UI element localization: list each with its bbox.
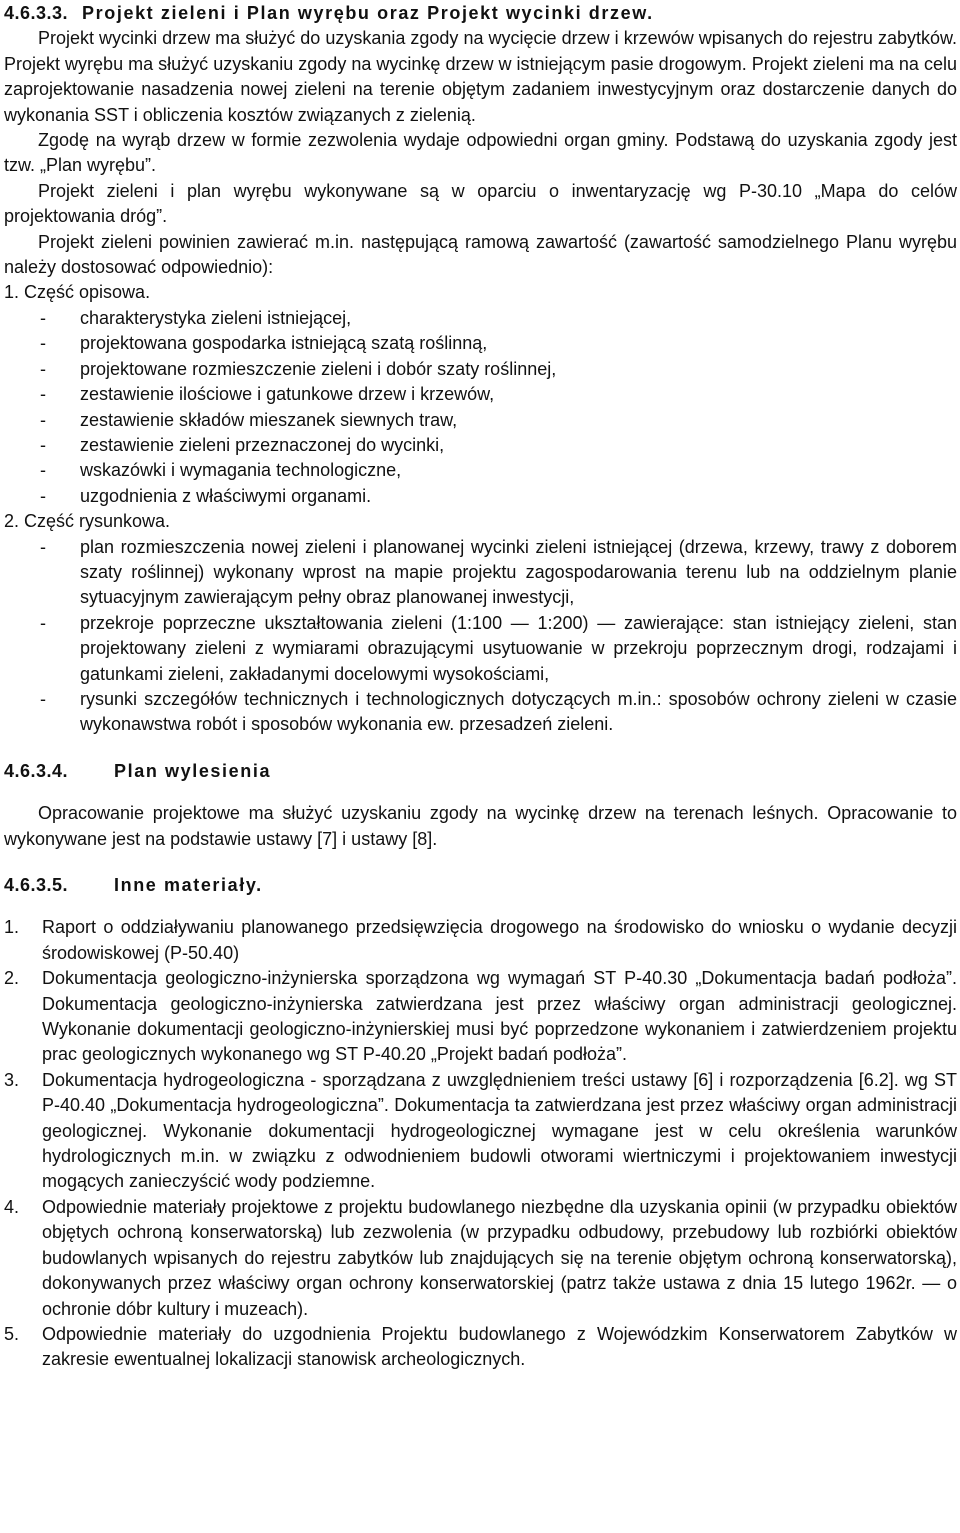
list-item: - rysunki szczegółów technicznych i technologicznych dotyczących m.in.: sposobów ochrony zieleni w czasie wykonawstwa robót i sposobów wykonania ew. przesadzeń zieleni. <box>40 688 957 735</box>
part2-list <box>4 535 957 738</box>
section-heading-4-6-3-3 <box>4 1 957 26</box>
list-item: - plan rozmieszczenia nowej zieleni i planowanej wycinki zieleni istniejącej (drzewa, krzewy, trawy z doborem szaty roślinnej) wykonany wprost na mapie projektu zagospodarowania terenu lub na oddzielnym planie sytuacyjnym zawierającym pełny obraz planowanej inwestycji, <box>40 536 957 608</box>
section-number: 4.6.3.5. <box>4 875 69 895</box>
spacer <box>4 898 957 915</box>
section-title: Projekt zieleni i Plan wyrębu oraz Projekt wycinki drzew. <box>82 3 654 23</box>
paragraph-permit: Zgodę na wyrąb drzew w formie zezwolenia wydaje odpowiedni organ gminy. Podstawą do uzyskania zgody jest tzw. „Plan wyrębu”. <box>4 130 957 176</box>
section-title: Plan wylesienia <box>114 760 272 781</box>
part1-list <box>4 306 957 509</box>
paragraph-purpose: Projekt wycinki drzew ma służyć do uzyskania zgody na wycięcie drzew i krzewów wpisanych do rejestru zabytków. Projekt wyrębu ma służyć uzyskaniu zgody na wycinkę drzew w istniejącym pasie drogowym. Projekt zieleni ma na celu zaprojektowanie nasadzenia nowej zieleni na terenie objętym zadaniem inwestycyjnym oraz dostarczenie danych do wykonania SST i obliczenia kosztów związanych z zielenią. <box>4 28 957 125</box>
list-item: - zestawienie zieleni przeznaczonej do wycinki, <box>40 434 445 455</box>
list-item: - zestawienie składów mieszanek siewnych traw, <box>40 409 458 430</box>
other-materials-list <box>4 915 957 1372</box>
list-item: 3. Dokumentacja hydrogeologiczna - sporządzana z uwzględnieniem treści ustawy [6] i rozporządzenia [6.2]. wg ST P-40.40 „Dokumentacja hydrogeologiczna”. Dokumentacja ta zatwierdzana jest przez właściwy organ administracji geologicznej. Wykonanie dokumentacji hydrogeologicznej wymagane jest w celu określenia warunków hydrologicznych m.in. w związku z odwodnieniem budowli otworami wiertniczymi i projektowaniem inwestycji mogących zanieczyścić wody podziemne. <box>4 1069 957 1192</box>
paragraph-inventory: Projekt zieleni i plan wyrębu wykonywane są w oparciu o inwentaryzację wg P-30.10 „Mapa do celów projektowania dróg”. <box>4 180 957 227</box>
list-item: - uzgodnienia z właściwymi organami. <box>40 485 372 506</box>
list-item: 4. Odpowiednie materiały projektowe z projektu budowlanego niezbędne dla uzyskania opinii (w przypadku obiektów objętych ochroną konserwatorską) lub zezwolenia (w przypadku odbudowy, przebudowy lub rozbiórki obiektów budowlanych wpisanych do rejestru zabytków lub znajdujących się na terenie objętym ochroną konserwatorską), dokonywanych przez właściwy organ ochrony konserwatorskiej (patrz także ustawa z dnia 15 lutego 1962r. — o ochronie dóbr kultury i muzeach). <box>4 1196 957 1319</box>
part1-label: 1. Część opisowa. <box>4 282 151 303</box>
section-heading-4-6-3-4 <box>4 759 957 784</box>
paragraph-afforestation: Opracowanie projektowe ma służyć uzyskaniu zgody na wycinkę drzew na terenach leśnych. Opracowanie to wykonywane jest na podstawie ustawy [7] i ustawy [8]. <box>4 803 957 849</box>
spacer <box>4 784 957 801</box>
spacer <box>4 738 957 759</box>
section-title: Inne materiały. <box>114 875 263 895</box>
spacer <box>4 852 957 873</box>
list-item: - wskazówki i wymagania technologiczne, <box>40 460 402 481</box>
part2-label: 2. Część rysunkowa. <box>4 511 171 532</box>
list-item: - zestawienie ilościowe i gatunkowe drzew i krzewów, <box>40 384 495 405</box>
list-item: 1. Raport o oddziaływaniu planowanego przedsięwzięcia drogowego na środowisko do wniosku o wydanie decyzji środowiskowej (P-50.40) <box>4 917 957 963</box>
list-item: 2. Dokumentacja geologiczno-inżynierska sporządzona wg wymagań ST P-40.30 „Dokumentacja badań podłoża”. Dokumentacja geologiczno-inżynierska zatwierdzana jest przez właściwy organ administracji geologicznej. Wykonanie dokumentacji geologiczno-inżynierskiej musi być poprzedzone wykonaniem i zatwierdzeniem projektu prac geologicznych wykonanego wg ST P-40.20 „Projekt badań podłoża”. <box>4 968 957 1065</box>
list-item: - projektowane rozmieszczenie zieleni i dobór szaty roślinnej, <box>40 358 557 379</box>
section-heading-4-6-3-5 <box>4 873 957 898</box>
section-number: 4.6.3.3. <box>4 3 69 23</box>
list-item: - charakterystyka zieleni istniejącej, <box>40 307 352 328</box>
list-item: - projektowana gospodarka istniejącą szatą roślinną, <box>40 333 488 354</box>
paragraph-content-intro: Projekt zieleni powinien zawierać m.in. następującą ramową zawartość (zawartość samodzielnego Planu wyrębu należy dostosować odpowiednio): <box>4 231 957 278</box>
section-number: 4.6.3.4. <box>4 760 69 781</box>
list-item: - przekroje poprzeczne ukształtowania zieleni (1:100 — 1:200) — zawierające: stan istniejący zieleni, stan projektowany zieleni z wymiarami obrazującymi usytuowanie w przekroju poprzecznym drogi, rodzajami i gatunkami zieleni, zakładanymi docelowymi wysokościami, <box>40 612 957 684</box>
list-item: 5. Odpowiednie materiały do uzgodnienia Projektu budowlanego z Wojewódzkim Konserwatorem Zabytków w zakresie ewentualnej lokalizacji stanowisk archeologicznych. <box>4 1323 957 1370</box>
